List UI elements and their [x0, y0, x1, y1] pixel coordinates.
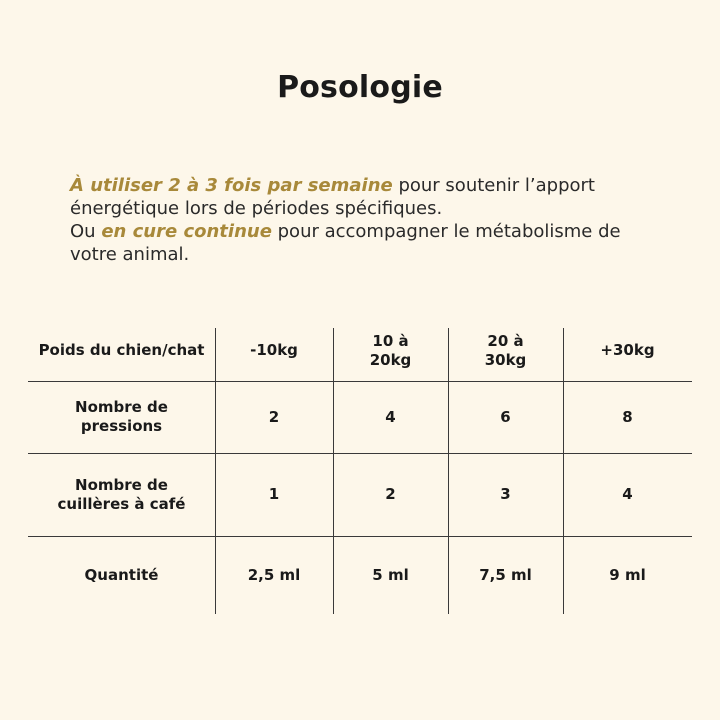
table-cell: 2 [268, 407, 280, 426]
table-cell: 4 [385, 407, 396, 426]
intro-highlight-frequency: À utiliser 2 à 3 fois par semaine [70, 175, 393, 196]
table-row-label: Quantité [84, 565, 159, 584]
table-header-cell: +30kg [600, 341, 655, 359]
page-title: Posologie [277, 70, 443, 105]
table-cell: 2 [385, 485, 396, 503]
intro-text [70, 174, 670, 266]
intro-text-2b: pour accompagner le métabolisme de votre animal. [70, 221, 621, 265]
intro-text-1: pour soutenir l’apport énergétique lors de périodes spécifiques. [70, 175, 595, 219]
table-cell: 3 [500, 485, 511, 503]
table-cell: 8 [622, 407, 633, 426]
table-header-label: Poids du chien/chat [38, 341, 205, 359]
table-cell: 6 [500, 407, 511, 426]
table-cell: 9 ml [609, 565, 646, 584]
table-row-label: Nombre de cuillères à café [57, 475, 186, 513]
intro-paragraph-2 [70, 220, 670, 266]
table-cell: 7,5 ml [479, 565, 532, 584]
table-cell: 1 [268, 485, 280, 503]
intro-highlight-cure: en cure continue [101, 221, 272, 242]
table-header-cell: 20 à 30kg [484, 331, 527, 369]
dosage-table [28, 320, 692, 614]
table-cell: 5 ml [372, 565, 409, 584]
intro-text-2a: Ou [70, 221, 102, 242]
table-cell: 2,5 ml [247, 565, 301, 584]
intro-paragraph-1 [70, 174, 670, 220]
table-header-cell: 10 à 20kg [369, 331, 412, 369]
table-cell: 4 [622, 485, 633, 503]
table-row-label: Nombre de pressions [75, 398, 168, 435]
table-header-cell: -10kg [250, 341, 298, 359]
